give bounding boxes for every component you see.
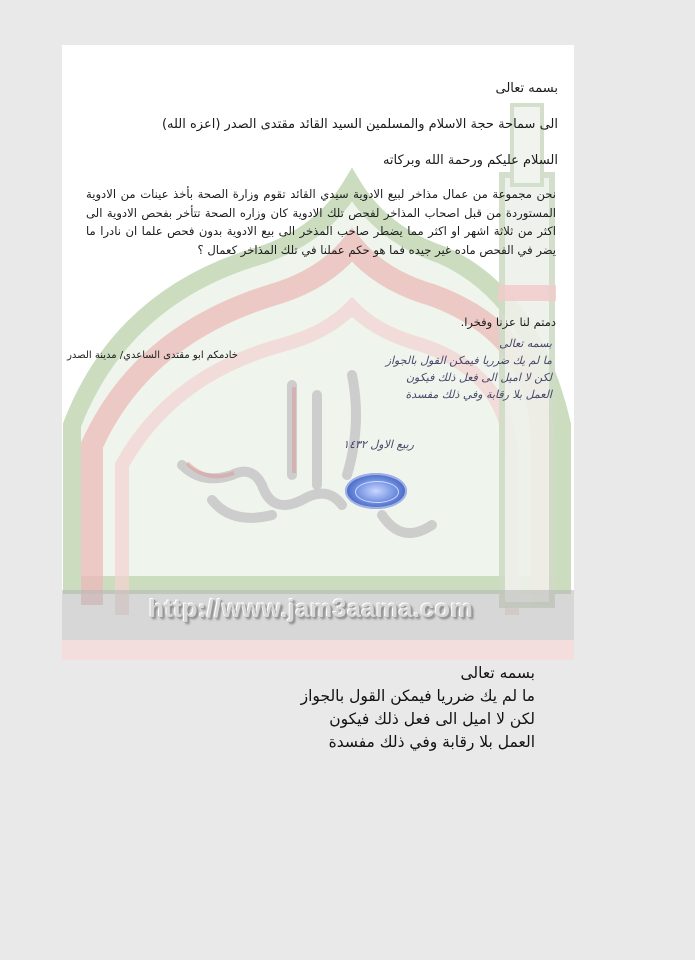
handwritten-reply	[322, 335, 552, 403]
watermark-url: http://www.jam3aama.com	[148, 595, 474, 623]
office-seal-stamp	[345, 473, 407, 509]
handwritten-date: ربيع الاول ١٤٣٢	[343, 438, 414, 451]
letter-address: الى سماحة حجة الاسلام والمسلمين السيد القائد مقتدى الصدر (اعزه الله)	[161, 117, 558, 132]
letter-greeting: السلام عليكم ورحمة الله وبركاته	[382, 153, 558, 168]
scanned-letter	[62, 45, 574, 660]
letter-basmala: بسمه تعالى	[495, 81, 558, 96]
letter-signature: خادمكم ابو مقتدى الساعدي/ مدينة الصدر	[67, 350, 238, 361]
typed-reply-line: ما لم يك ضرريا فيمكن القول بالجواز	[300, 687, 535, 705]
letter-closing: دمتم لنا عزنا وفخرا.	[460, 315, 556, 329]
typed-reply	[301, 662, 535, 754]
handwritten-line: لكن لا اميل الى فعل ذلك فيكون	[405, 371, 552, 384]
handwritten-line: العمل بلا رقابة وفي ذلك مفسدة	[405, 388, 552, 401]
typed-reply-line: بسمه تعالى	[460, 664, 535, 682]
handwritten-line: ما لم يك ضرريا فيمكن القول بالجواز	[385, 354, 552, 367]
typed-reply-line: العمل بلا رقابة وفي ذلك مفسدة	[328, 733, 535, 751]
typed-reply-line: لكن لا اميل الى فعل ذلك فيكون	[329, 710, 535, 728]
handwritten-line: بسمه تعالى	[499, 337, 552, 350]
letter-body: نحن مجموعة من عمال مذاخر لبيع الادوية سيدي القائد تقوم وزارة الصحة بأخذ عينات من الادوية المستوردة من قبل اصحاب المذاخر لفحص تلك الادوية كان وزاره الصحة تتأخر بفحص الادوية الى اكثر من ثلاثة اشهر او اكثر مما يضطر صاحب المذخر الى بيع الادوية بدون فحص علما ان نادرا ما يضر في الفحص ماده غير جيده فما هو حكم عملنا في تلك المذاخر كعمال ؟	[86, 187, 556, 257]
